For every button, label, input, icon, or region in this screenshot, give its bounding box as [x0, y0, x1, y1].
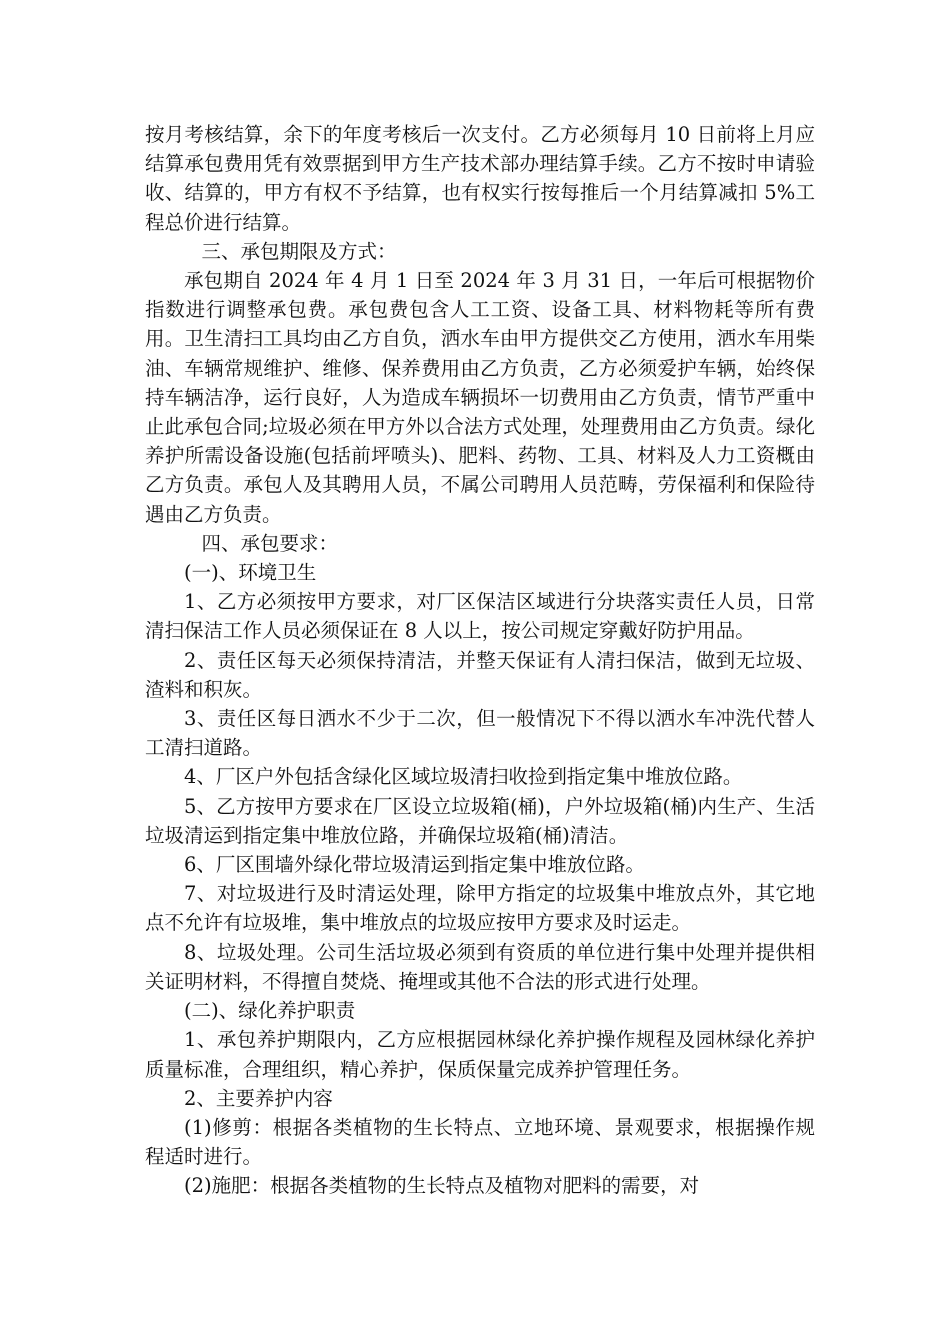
- list-item: 7、对垃圾进行及时清运处理，除甲方指定的垃圾集中堆放点外，其它地点不允许有垃圾堆，集中堆放点的垃圾应按甲方要求及时运走。: [145, 882, 815, 935]
- section-heading-term: 三、承包期限及方式：: [201, 239, 397, 263]
- paragraph-term: 承包期自 2024 年 4 月 1 日至 2024 年 3 月 31 日，一年后可根据物价指数进行调整承包费。承包费包含人工工资、设备工具、材料物耗等所有费用。卫生清扫工具均由乙方自负，洒水车由甲方提供交乙方使用，洒水车用柴油、车辆常规维护、维修、保养费用由乙方负责，乙方必须爱护车辆，始终保持车辆洁净，运行良好，人为造成车辆损坏一切费用由乙方负责，情节严重中止此承包合同;垃圾必须在甲方外以合法方式处理，处理费用由乙方负责。绿化养护所需设备设施(包括前坪喷头)、肥料、药物、工具、材料及人力工资概由乙方负责。承包人及其聘用人员，不属公司聘用人员范畴，劳保福利和保险待遇由乙方负责。: [145, 269, 815, 526]
- list-item: 5、乙方按甲方要求在厂区设立垃圾箱(桶)，户外垃圾箱(桶)内生产、生活垃圾清运到指定集中堆放位路，并确保垃圾箱(桶)清洁。: [145, 794, 815, 847]
- list-item: 8、垃圾处理。公司生活垃圾必须到有资质的单位进行集中处理并提供相关证明材料，不得擅自焚烧、掩埋或其他不合法的形式进行处理。: [145, 940, 815, 993]
- document-body: [145, 120, 815, 1201]
- subsection-heading-sanitation: (一)、环境卫生: [184, 561, 317, 585]
- list-item: 6、厂区围墙外绿化带垃圾清运到指定集中堆放位路。: [184, 853, 645, 877]
- list-item: 2、责任区每天必须保持清洁，并整天保证有人清扫保洁，做到无垃圾、渣料和积灰。: [145, 648, 815, 701]
- list-item: 2、主要养护内容: [184, 1086, 333, 1110]
- list-item: (1)修剪：根据各类植物的生长特点、立地环境、景观要求，根据操作规程适时进行。: [145, 1115, 815, 1169]
- list-item: (2)施肥：根据各类植物的生长特点及植物对肥料的需要，对: [184, 1174, 700, 1198]
- list-item: 1、承包养护期限内，乙方应根据园林绿化养护操作规程及园林绿化养护质量标准，合理组织，精心养护，保质保量完成养护管理任务。: [145, 1028, 815, 1081]
- list-item: 3、责任区每日洒水不少于二次，但一般情况下不得以洒水车冲洗代替人工清扫道路。: [145, 707, 815, 760]
- list-item: 4、厂区户外包括含绿化区域垃圾清扫收捡到指定集中堆放位路。: [184, 765, 743, 789]
- paragraph-settlement: 按月考核结算，余下的年度考核后一次支付。乙方必须每月 10 日前将上月应结算承包费用凭有效票据到甲方生产技术部办理结算手续。乙方不按时申请验收、结算的，甲方有权不予结算，也有权实行按每推后一个月结算减扣 5%工程总价进行结算。: [145, 123, 815, 234]
- section-heading-requirements: 四、承包要求：: [201, 531, 339, 555]
- subsection-heading-greening: (二)、绿化养护职责: [184, 999, 356, 1023]
- list-item: 1、乙方必须按甲方要求，对厂区保洁区域进行分块落实责任人员，日常清扫保洁工作人员必须保证在 8 人以上，按公司规定穿戴好防护用品。: [145, 590, 815, 643]
